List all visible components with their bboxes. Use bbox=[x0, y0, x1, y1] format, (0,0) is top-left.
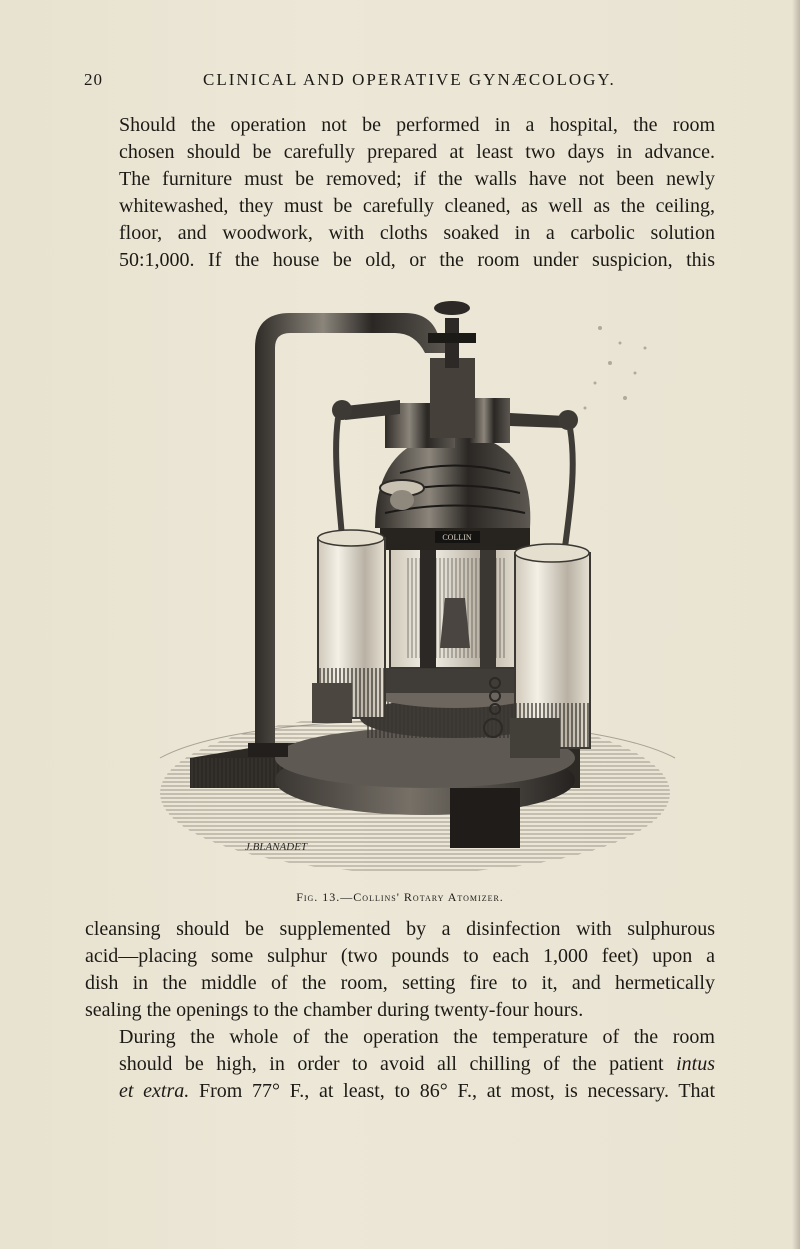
paragraph-room-preparation bbox=[85, 112, 715, 274]
maker-mark: COLLIN bbox=[442, 533, 472, 542]
page-number: 20 bbox=[84, 70, 103, 89]
text-line bbox=[85, 1051, 715, 1078]
text-line: acid—placing some sulphur (two pounds to each 1,000 feet) upon a bbox=[85, 945, 715, 967]
engraver-signature: J.BLANADET bbox=[245, 841, 308, 853]
text-segment: From 77° F., at least, to 86° F., at most, is necessary. That bbox=[198, 1080, 715, 1102]
text-line: 50:1,000. If the house be old, or the room under suspicion, this bbox=[119, 249, 715, 271]
atomizer-illustration bbox=[150, 288, 690, 878]
paragraph-temperature bbox=[85, 1024, 715, 1105]
text-segment: should be high, in order to avoid all chilling of the patient bbox=[119, 1053, 664, 1075]
running-title: CLINICAL AND OPERATIVE GYNÆCOLOGY. bbox=[203, 70, 616, 89]
vapor-spray bbox=[584, 326, 647, 410]
text-line: Should the operation not be performed in a hospital, the room bbox=[119, 114, 715, 136]
running-head bbox=[0, 70, 800, 100]
text-line: sealing the openings to the chamber during twenty-four hours. bbox=[85, 999, 584, 1021]
text-line: whitewashed, they must be carefully cleaned, as well as the ceiling, bbox=[119, 195, 715, 217]
paragraph-disinfection bbox=[85, 916, 715, 1024]
left-bottle bbox=[312, 530, 385, 723]
text-line: cleansing should be supplemented by a disinfection with sulphurous bbox=[85, 918, 715, 940]
text-line: chosen should be carefully prepared at least two days in advance. bbox=[119, 141, 715, 163]
text-line: dish in the middle of the room, setting fire to it, and hermetically bbox=[85, 972, 715, 994]
text-line: During the whole of the operation the temperature of the room bbox=[119, 1026, 715, 1048]
figure-rotary-atomizer bbox=[150, 288, 690, 878]
italic-term: intus bbox=[676, 1053, 715, 1075]
italic-term: et extra. bbox=[119, 1080, 190, 1102]
glass-chamber bbox=[390, 548, 520, 668]
text-line: floor, and woodwork, with cloths soaked in a carbolic solution bbox=[119, 222, 715, 244]
text-line: The furniture must be removed; if the walls have not been newly bbox=[119, 168, 715, 190]
figure-caption: Fig. 13.—Collins' Rotary Atomizer. bbox=[296, 890, 504, 904]
right-bottle bbox=[510, 544, 590, 758]
text-line bbox=[85, 1078, 715, 1105]
